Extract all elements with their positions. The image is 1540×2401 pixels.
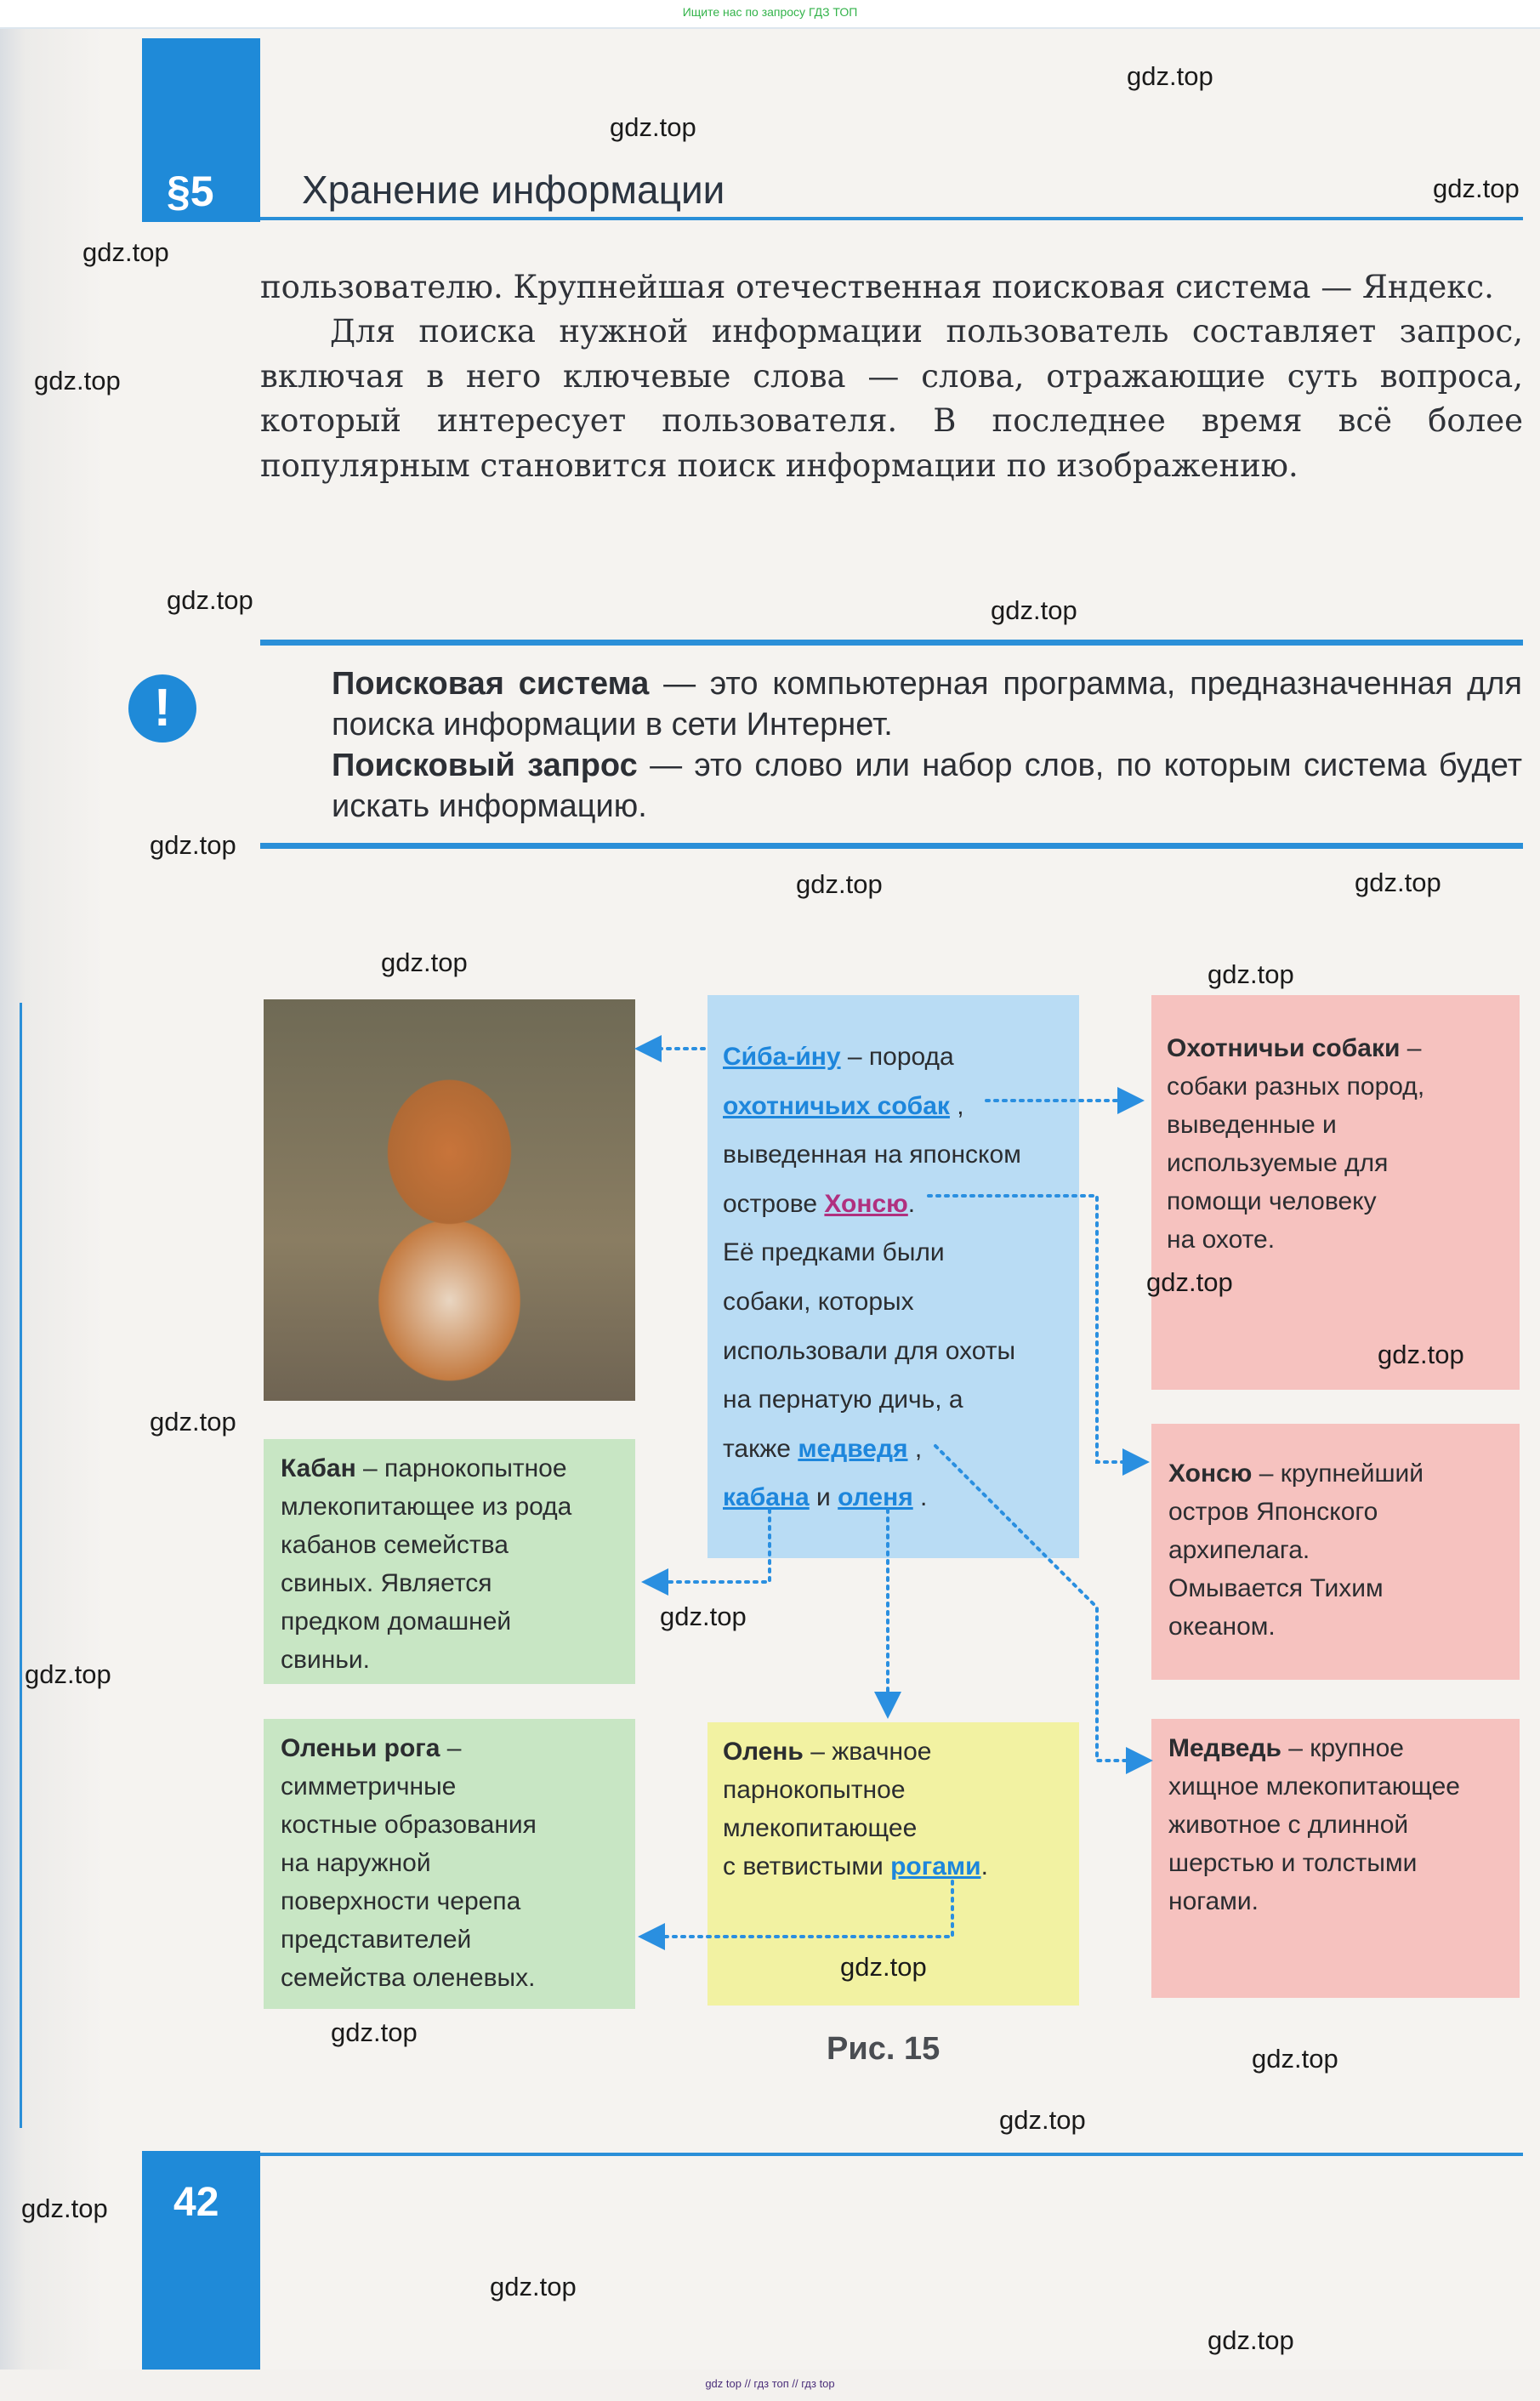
box-text: Охотничьи собаки xyxy=(1167,1034,1401,1062)
box-text: острове xyxy=(723,1189,825,1218)
watermark: gdz.top xyxy=(796,869,883,899)
box-text: с ветвистыми xyxy=(723,1852,891,1880)
box-text: – xyxy=(1400,1034,1422,1062)
box-text: , xyxy=(949,1091,964,1120)
term-link[interactable]: оленя xyxy=(838,1483,913,1512)
box-text: помощи человеку xyxy=(1167,1187,1377,1215)
box-text: костные образования xyxy=(281,1811,537,1839)
watermark: gdz.top xyxy=(331,2017,418,2047)
watermark: gdz.top xyxy=(1433,174,1520,203)
box-text: предком домашней xyxy=(281,1607,512,1636)
box-text: на пернатую дичь, а xyxy=(723,1385,963,1414)
watermark: gdz.top xyxy=(150,830,236,860)
page-number: 42 xyxy=(173,2180,219,2225)
watermark: gdz.top xyxy=(25,1659,111,1689)
box-text: – крупнейший xyxy=(1252,1459,1424,1488)
box-text: используемые для xyxy=(1167,1149,1389,1177)
box-text: на наружной xyxy=(281,1849,431,1877)
watermark: gdz.top xyxy=(1146,1267,1233,1297)
box-text: Кабан xyxy=(281,1454,356,1482)
box-text: млекопитающее xyxy=(723,1814,918,1842)
box-text: парнокопытное xyxy=(723,1776,906,1804)
term-link[interactable]: кабана xyxy=(723,1483,810,1512)
box-text: – жвачное xyxy=(803,1738,932,1766)
watermark: gdz.top xyxy=(999,2105,1086,2135)
box-text: океаном. xyxy=(1168,1613,1276,1641)
box-text: Оленьи рога xyxy=(281,1734,440,1762)
definition-text: — это компьютерная программа, предназначенная для поиска информации в сети Интернет. xyxy=(332,666,1522,742)
term-link[interactable]: рогами xyxy=(890,1852,981,1880)
box-text: также xyxy=(723,1434,798,1463)
top-banner-text: Ищите нас по запросу ГДЗ ТОП xyxy=(682,5,858,19)
box-text: использовали для охоты xyxy=(723,1336,1016,1365)
box-text: . xyxy=(912,1483,928,1512)
figure-caption: Рис. 15 xyxy=(827,2031,940,2067)
box-text: . xyxy=(907,1189,916,1218)
box-text: на охоте. xyxy=(1167,1226,1276,1254)
box-text: . xyxy=(980,1852,988,1880)
box-text: и xyxy=(809,1483,838,1512)
section-number: §5 xyxy=(167,168,214,215)
box-text: кабанов семейства xyxy=(281,1531,509,1559)
box-text: шерстью и толстыми xyxy=(1168,1849,1418,1877)
term-link[interactable]: охотничьих собак xyxy=(723,1091,950,1120)
box-text: выведенная на японском xyxy=(723,1141,1021,1169)
box-text: поверхности черепа xyxy=(281,1887,521,1915)
box-text: – порода xyxy=(840,1043,954,1071)
watermark: gdz.top xyxy=(1355,868,1441,897)
box-text: архипелага. xyxy=(1168,1536,1310,1564)
footer-text: gdz top // гдз топ // гдз top xyxy=(705,2377,835,2390)
definition-term: Поисковая система xyxy=(332,666,650,702)
box-text: Медведь xyxy=(1168,1734,1281,1762)
arrow-to-honshu xyxy=(929,1196,1136,1462)
page-title: Хранение информации xyxy=(302,168,725,212)
term-link[interactable]: Хонсю xyxy=(824,1189,908,1218)
watermark: gdz.top xyxy=(991,595,1077,625)
watermark: gdz.top xyxy=(34,366,121,395)
watermark: gdz.top xyxy=(381,947,468,977)
watermark: gdz.top xyxy=(1378,1340,1464,1369)
watermark: gdz.top xyxy=(21,2193,108,2223)
exclamation-icon: ! xyxy=(128,674,196,742)
box-text: симметричные xyxy=(281,1772,457,1801)
watermark: gdz.top xyxy=(150,1407,236,1437)
watermark: gdz.top xyxy=(1208,959,1294,989)
box-text: , xyxy=(907,1434,923,1463)
box-text: ногами. xyxy=(1168,1887,1259,1915)
watermark: gdz.top xyxy=(1208,2325,1294,2355)
definition-text: — это слово или набор слов, по которым система будет искать информацию. xyxy=(332,748,1522,824)
box-text: хищное млекопитающее xyxy=(1168,1772,1460,1801)
footer-rule xyxy=(260,2153,1523,2156)
box-text: собаки разных пород, xyxy=(1167,1072,1425,1101)
box-text: Её предками были xyxy=(723,1238,945,1267)
box-text: представителей xyxy=(281,1926,472,1954)
term-link[interactable]: Си́ба-и́ну xyxy=(723,1043,841,1071)
box-text: млекопитающее из рода xyxy=(281,1493,572,1521)
term-link[interactable]: медведя xyxy=(798,1434,908,1463)
watermark: gdz.top xyxy=(610,112,696,142)
watermark: gdz.top xyxy=(82,237,169,267)
watermark: gdz.top xyxy=(660,1602,747,1631)
box-text: семейства оленевых. xyxy=(281,1964,536,1992)
box-text: Омывается Тихим xyxy=(1168,1574,1384,1602)
watermark: gdz.top xyxy=(840,1952,927,1982)
definition-term: Поисковый запрос xyxy=(332,748,638,783)
box-text: свиных. Является xyxy=(281,1569,492,1597)
box-text: выведенные и xyxy=(1167,1111,1337,1139)
box-text: Олень xyxy=(723,1738,804,1766)
arrow-to-antlers xyxy=(651,1881,952,1937)
box-text: собаки, которых xyxy=(723,1287,914,1316)
box-text: – xyxy=(440,1734,462,1762)
box-text: – парнокопытное xyxy=(355,1454,567,1482)
paragraph: пользователю. Крупнейшая отечественная поисковая система — Яндекс. xyxy=(260,269,1494,305)
box-text: животное с длинной xyxy=(1168,1811,1409,1839)
watermark: gdz.top xyxy=(1127,61,1213,91)
watermark: gdz.top xyxy=(1252,2044,1338,2074)
paragraph: Для поиска нужной информации пользователь составляет запрос, включая в него ключевые слова — слова, отражающие суть вопроса, который интересует пользователя. В последнее время всё более популярным становится поиск информации по изображению. xyxy=(260,313,1523,484)
box-text: остров Японского xyxy=(1168,1498,1378,1526)
box-text: – крупное xyxy=(1281,1734,1404,1762)
box-text: свиньи. xyxy=(281,1646,370,1674)
watermark: gdz.top xyxy=(490,2272,577,2301)
arrow-to-bear xyxy=(935,1446,1139,1761)
box-text: Хонсю xyxy=(1168,1459,1253,1488)
arrow-to-boar xyxy=(655,1510,770,1582)
watermark: gdz.top xyxy=(167,585,253,615)
